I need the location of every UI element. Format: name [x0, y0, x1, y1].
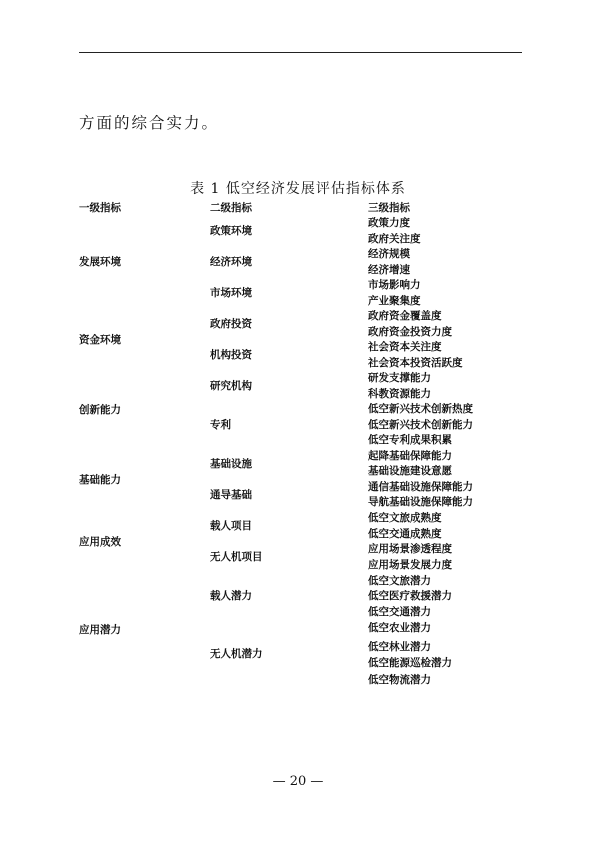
level3-item: 社会资本关注度 [368, 341, 442, 353]
header-level3: 三级指标 [368, 202, 410, 214]
level3-item: 低空农业潜力 [368, 622, 431, 634]
level2-item: 市场环境 [210, 287, 252, 299]
level2-item: 通导基础 [210, 489, 252, 501]
level2-item: 基础设施 [210, 458, 252, 470]
level3-item: 低空物流潜力 [368, 674, 431, 686]
level2-item: 无人机项目 [210, 551, 263, 563]
table-caption: 表 1 低空经济发展评估指标体系 [190, 181, 406, 197]
level3-item: 起降基础保障能力 [368, 450, 452, 462]
level3-item: 低空新兴技术创新能力 [368, 419, 473, 431]
page-number: — 20 — [272, 774, 324, 789]
level3-item: 科教资源能力 [368, 388, 431, 400]
header-level1: 一级指标 [79, 202, 121, 214]
level2-item: 无人机潜力 [210, 648, 263, 660]
level3-item: 经济规模 [368, 248, 410, 260]
level2-item: 政府投资 [210, 318, 252, 330]
level2-item: 机构投资 [210, 349, 252, 361]
level3-item: 市场影响力 [368, 279, 421, 291]
level3-item: 政府关注度 [368, 233, 421, 245]
level2-item: 政策环境 [210, 225, 252, 237]
level3-item: 低空新兴技术创新热度 [368, 403, 473, 415]
level3-item: 低空文旅潜力 [368, 575, 431, 587]
level3-item: 低空交通成熟度 [368, 528, 442, 540]
level3-item: 基础设施建设意愿 [368, 465, 452, 477]
level3-item: 导航基础设施保障能力 [368, 496, 473, 508]
level3-item: 产业聚集度 [368, 295, 421, 307]
level3-item: 低空医疗救援潜力 [368, 590, 452, 602]
level2-item: 经济环境 [210, 256, 252, 268]
level1-item: 基础能力 [79, 474, 121, 486]
level3-item: 经济增速 [368, 264, 410, 276]
level1-item: 创新能力 [79, 404, 121, 416]
level2-item: 研究机构 [210, 380, 252, 392]
level3-item: 政府资金覆盖度 [368, 310, 442, 322]
level1-item: 资金环境 [79, 334, 121, 346]
level3-item: 应用场景渗透程度 [368, 543, 452, 555]
level3-item: 社会资本投资活跃度 [368, 357, 463, 369]
level2-item: 载人项目 [210, 520, 252, 532]
level1-item: 发展环境 [79, 256, 121, 268]
level3-item: 低空文旅成熟度 [368, 512, 442, 524]
level2-item: 载人潜力 [210, 590, 252, 602]
level3-item: 政策力度 [368, 217, 410, 229]
level1-item: 应用潜力 [79, 624, 121, 636]
level3-item: 低空专利成果积累 [368, 434, 452, 446]
level3-item: 通信基础设施保障能力 [368, 481, 473, 493]
intro-paragraph: 方面的综合实力。 [79, 114, 220, 132]
level3-item: 研发支撑能力 [368, 372, 431, 384]
level3-item: 低空交通潜力 [368, 606, 431, 618]
level3-item: 低空林业潜力 [368, 641, 431, 653]
level3-item: 低空能源巡检潜力 [368, 657, 452, 669]
level2-item: 专利 [210, 419, 231, 431]
level1-item: 应用成效 [79, 536, 121, 548]
header-level2: 二级指标 [210, 202, 252, 214]
level3-item: 应用场景发展力度 [368, 559, 452, 571]
level3-item: 政府资金投资力度 [368, 326, 452, 338]
